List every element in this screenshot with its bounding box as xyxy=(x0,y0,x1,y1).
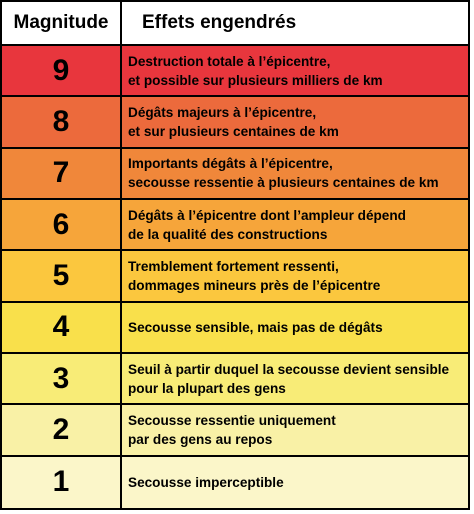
effect-text: Tremblement fortement ressenti, dommages mineurs près de l’épicentre xyxy=(128,258,381,293)
effect-description xyxy=(122,97,468,148)
magnitude-value: 1 xyxy=(2,457,122,508)
magnitude-value: 3 xyxy=(2,354,122,405)
magnitude-value: 8 xyxy=(2,97,122,148)
effect-text: Secousse imperceptible xyxy=(128,474,284,490)
magnitude-value: 2 xyxy=(2,405,122,456)
effect-text: Secousse ressentie uniquement par des gens au repos xyxy=(128,412,336,447)
effect-text: Importants dégâts à l’épicentre, secousse ressentie à plusieurs centaines de km xyxy=(128,156,439,191)
header-magnitude: Magnitude xyxy=(2,2,122,46)
effect-description xyxy=(122,251,468,302)
magnitude-value: 6 xyxy=(2,200,122,251)
magnitude-value: 4 xyxy=(2,303,122,354)
effect-text: Destruction totale à l’épicentre, et possible sur plusieurs milliers de km xyxy=(128,53,383,88)
magnitude-value: 9 xyxy=(2,46,122,97)
effect-description xyxy=(122,46,468,97)
header-effects: Effets engendrés xyxy=(122,2,468,46)
effect-text: Dégâts majeurs à l’épicentre, et sur plusieurs centaines de km xyxy=(128,104,339,139)
effect-description xyxy=(122,149,468,200)
effect-description xyxy=(122,200,468,251)
magnitude-value: 5 xyxy=(2,251,122,302)
effect-text: Seuil à partir duquel la secousse devient sensible pour la plupart des gens xyxy=(128,361,450,396)
effect-description xyxy=(122,405,468,456)
magnitude-value: 7 xyxy=(2,149,122,200)
effect-description xyxy=(122,354,468,405)
effect-text: Secousse sensible, mais pas de dégâts xyxy=(128,319,383,335)
effect-text: Dégâts à l’épicentre dont l’ampleur dépend de la qualité des constructions xyxy=(128,207,406,242)
effect-description xyxy=(122,303,468,354)
effect-description xyxy=(122,457,468,508)
